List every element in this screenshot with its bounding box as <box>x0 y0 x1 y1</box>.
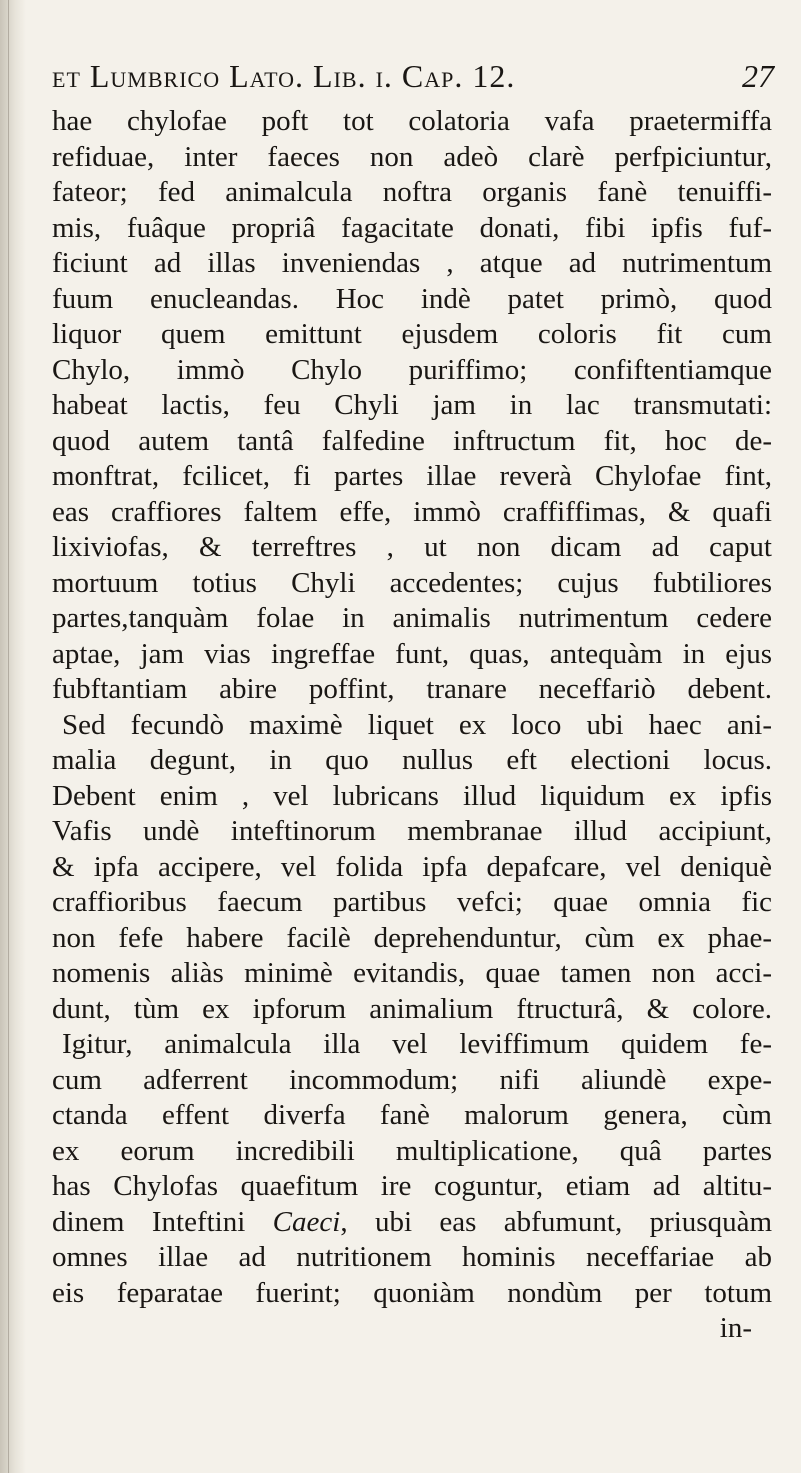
text-line-22: & ipfa accipere, vel folida ipfa depafcare, vel deniquè <box>52 850 772 883</box>
text-line-8: Chylo, immò Chylo puriffimo; confiftentiamque <box>52 353 772 386</box>
text-line-10: quod autem tantâ falfedine inftructum fit, hoc de- <box>52 424 772 457</box>
text-line-23: craffioribus faecum partibus vefci; quae omnia fic <box>52 886 772 918</box>
text-line-30: ex eorum incredibili multiplicatione, quâ partes <box>52 1134 772 1167</box>
text-line-20: Debent enim , vel lubricans illud liquidum ex ipfis <box>52 779 772 812</box>
binding-gutter-line <box>8 0 9 1473</box>
text-line-28: cum adferrent incommodum; nifi aliundè expe- <box>52 1063 772 1096</box>
text-line-11: monftrat, fcilicet, fi partes illae reverà Chylofae fint, <box>52 460 772 492</box>
text-line-24: non fefe habere facilè deprehenduntur, cùm ex phae- <box>52 921 772 954</box>
text-line-34: eis feparatae fuerint; quoniàm nondùm per totum <box>52 1276 772 1309</box>
text-line-17: fubftantiam abire poffint, tranare neceffariò debent. <box>52 673 772 705</box>
text-line-2: refiduae, inter faeces non adeò clarè perfpiciuntur, <box>52 140 772 173</box>
text-line-3: fateor; fed animalcula noftra organis fanè tenuiffi- <box>52 176 772 208</box>
text-line-15: partes,tanquàm folae in animalis nutrimentum cedere <box>52 602 772 634</box>
text-line-31: has Chylofas quaefitum ire coguntur, etiam ad altitu- <box>52 1170 772 1202</box>
text-line-32-italic: Caeci <box>272 1205 341 1238</box>
catchword: in- <box>719 1312 752 1344</box>
text-line-7: liquor quem emittunt ejusdem coloris fit cum <box>52 318 772 350</box>
text-line-21: Vafis undè inteftinorum membranae illud accipiunt, <box>52 815 772 847</box>
text-line-18: Sed fecundò maximè liquet ex loco ubi haec ani- <box>62 708 772 741</box>
page-number: 27 <box>742 58 774 94</box>
binding-gutter-shadow <box>0 0 26 1473</box>
text-line-25: nomenis aliàs minimè evitandis, quae tamen non acci- <box>52 957 772 989</box>
body-text <box>52 104 772 1347</box>
text-line-33: omnes illae ad nutritionem hominis neceffariae ab <box>52 1241 772 1273</box>
text-line-6: fuum enucleandas. Hoc indè patet primò, quod <box>52 282 772 315</box>
text-line-27: Igitur, animalcula illa vel leviffimum quidem fe- <box>62 1028 772 1060</box>
text-line-5: ficiunt ad illas inveniendas , atque ad nutrimentum <box>52 247 772 279</box>
text-line-9: habeat lactis, feu Chyli jam in lac transmutati: <box>52 389 772 421</box>
text-line-13: lixiviofas, & terreftres , ut non dicam ad caput <box>52 531 772 563</box>
text-line-26: dunt, tùm ex ipforum animalium ftructurâ, & colore. <box>52 992 772 1025</box>
running-head <box>52 58 774 98</box>
text-line-12: eas craffiores faltem effe, immò craffiffimas, & quafi <box>52 495 772 528</box>
text-line-19: malia degunt, in quo nullus eft electioni locus. <box>52 744 772 776</box>
running-head-title: et Lumbrico Lato. Lib. i. Cap. 12. <box>52 58 516 94</box>
text-line-32-start: dinem Inteftini <box>52 1205 246 1238</box>
text-line-32-end: , ubi eas abfumunt, priusquàm <box>340 1205 772 1238</box>
text-line-32 <box>52 1205 772 1241</box>
text-line-14: mortuum totius Chyli accedentes; cujus fubtiliores <box>52 566 772 599</box>
text-line-29: ctanda effent diverfa fanè malorum genera, cùm <box>52 1099 772 1131</box>
text-line-4: mis, fuâque propriâ fagacitate donati, fibi ipfis fuf- <box>52 211 772 244</box>
text-line-1: hae chylofae poft tot colatoria vafa praetermiffa <box>52 105 772 137</box>
text-line-16: aptae, jam vias ingreffae funt, quas, antequàm in ejus <box>52 637 772 670</box>
